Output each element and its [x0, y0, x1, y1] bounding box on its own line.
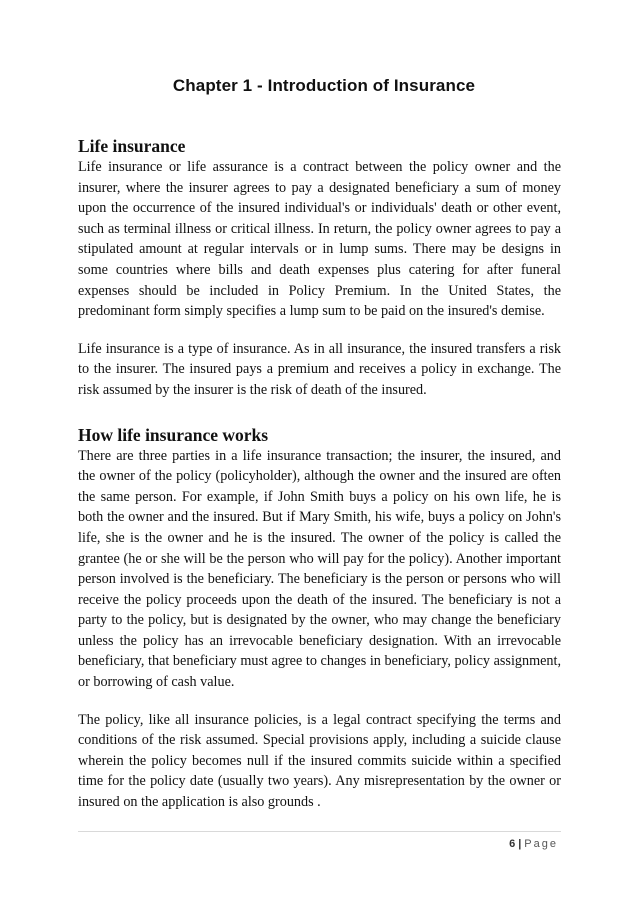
- section-life-insurance: [78, 135, 561, 401]
- paragraph: Life insurance or life assurance is a contract between the policy owner and the insurer, where the insurer agrees to pay a designated beneficiary a sum of money upon the occurrence of the insured individual's or individuals' death or other event, such as terminal illness or critical illness. In return, the policy owner agrees to pay a stipulated amount at regular intervals or in lump sums. There may be designs in some countries where bills and death expenses plus catering for after funeral expenses should be included in Policy Premium. In the United States, the predominant form simply specifies a lump sum to be paid on the insured's demise.: [78, 159, 561, 320]
- paragraph: The policy, like all insurance policies, is a legal contract specifying the terms and conditions of the risk assumed. Special provisions apply, including a suicide clause wherein the policy becomes null if the insured commits suicide within a specified time for the policy date (usually two years). Any misrepresentation by the owner or insured on the application is also grounds .: [78, 711, 561, 811]
- section-heading: Life insurance: [78, 136, 186, 156]
- footer-divider: [78, 831, 561, 832]
- footer-separator: |: [518, 838, 522, 850]
- chapter-title: Chapter 1 - Introduction of Insurance: [172, 76, 476, 95]
- document-body: [78, 135, 561, 813]
- paragraph: There are three parties in a life insurance transaction; the insurer, the insured, and the owner of the policy (policyholder), although the owner and the insured are often the same person. For example, if John Smith buys a policy on his own life, he is both the owner and the insured. But if Mary Smith, his wife, buys a policy on John's life, she is the owner and he is the insured. The owner of the policy is called the grantee (he or she will be the person who will pay for the policy). Another important person involved is the beneficiary. The beneficiary is the person or persons who will receive the policy proceeds upon the death of the insured. The beneficiary is not a party to the policy, but is designated by the owner, who may change the beneficiary unless the policy has an irrevocable beneficiary designation. With an irrevocable beneficiary, that beneficiary must agree to changes in beneficiary, policy assignment, or borrowing of cash value.: [78, 447, 561, 691]
- page-number: 6: [509, 838, 516, 850]
- section-heading: How life insurance works: [78, 424, 269, 445]
- page-label: Page: [524, 838, 558, 850]
- page-footer: [509, 838, 558, 850]
- section-how-life-insurance-works: [78, 424, 561, 813]
- paragraph: Life insurance is a type of insurance. As in all insurance, the insured transfers a risk to the insurer. The insured pays a premium and receives a policy in exchange. The risk assumed by the insurer is the risk of death of the insured.: [78, 340, 561, 398]
